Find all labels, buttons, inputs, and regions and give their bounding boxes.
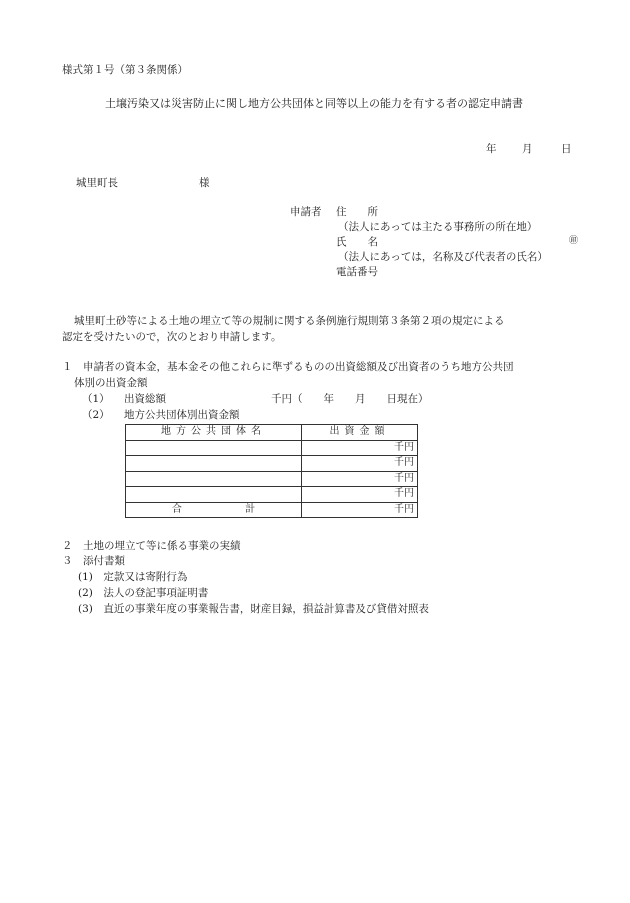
item2-heading: ２ 土地の埋立て等に係る事業の実績	[62, 540, 241, 552]
table-row	[126, 471, 418, 487]
row-name-cell	[126, 456, 302, 472]
name-note: （法人にあっては，名称及び代表者の氏名）	[338, 251, 548, 263]
table-row	[126, 440, 418, 456]
row-name-cell	[126, 487, 302, 503]
item1-line-2: 体別の出資金額	[74, 377, 148, 389]
table-row	[126, 456, 418, 472]
date-year: 年	[486, 143, 497, 155]
seal-mark: ㊞	[569, 236, 579, 246]
attachment-3: (3) 直近の事業年度の事業報告書，財産目録，損益計算書及び貸借対照表	[78, 603, 429, 615]
item1-line-1: １ 申請者の資本金，基本金その他これらに準ずるものの出資総額及び出資者のうち地方公共団	[62, 361, 514, 373]
item1-sub2-label: 地方公共団体別出資金額	[124, 409, 240, 421]
address-note: （法人にあっては主たる事務所の所在地）	[338, 221, 538, 233]
addressee-name: 城里町長	[76, 177, 118, 189]
body-line-1: 城里町土砂等による土地の埋立て等の規制に関する条例施行規則第３条第２項の規定による	[74, 315, 505, 327]
row-amount-cell: 千円	[302, 440, 418, 456]
name-label: 氏 名	[336, 236, 378, 248]
item1-sub1-label: 出資総額	[124, 393, 166, 405]
item1-sub1-rest: 千円（ 年 月 日現在）	[271, 393, 429, 405]
row-amount-cell: 千円	[302, 456, 418, 472]
attachment-1: (1) 定款又は寄附行為	[78, 571, 188, 583]
item3-heading: ３ 添付書類	[62, 555, 125, 567]
body-line-2: 認定を受けたいので，次のとおり申請します。	[62, 331, 282, 343]
date-month: 月	[522, 143, 533, 155]
attachment-2: (2) 法人の登記事項証明書	[78, 587, 209, 599]
row-amount-cell: 千円	[302, 487, 418, 503]
date-day: 日	[561, 143, 572, 155]
document-title: 土壌汚染又は災害防止に関し地方公共団体と同等以上の能力を有する者の認定申請書	[105, 97, 523, 110]
row-name-cell	[126, 440, 302, 456]
table-row	[126, 487, 418, 503]
header-amount-cell: 出資金額	[302, 425, 418, 441]
address-label: 住 所	[336, 206, 378, 218]
row-name-cell	[126, 471, 302, 487]
phone-label: 電話番号	[336, 266, 378, 278]
applicant-label: 申請者	[290, 206, 322, 218]
total-amount-cell: 千円	[302, 502, 418, 518]
row-amount-cell: 千円	[302, 471, 418, 487]
table-header-row	[126, 425, 418, 441]
item1-sub2-number: （2）	[82, 409, 110, 421]
investment-table	[125, 424, 418, 518]
header-name-cell: 地方公共団体名	[126, 425, 302, 441]
form-number: 様式第１号（第３条関係）	[62, 64, 188, 76]
item1-sub1-number: （1）	[82, 393, 110, 405]
table-total-row	[126, 502, 418, 518]
total-label-cell: 合 計	[126, 502, 302, 518]
addressee-honorific: 様	[199, 177, 210, 189]
